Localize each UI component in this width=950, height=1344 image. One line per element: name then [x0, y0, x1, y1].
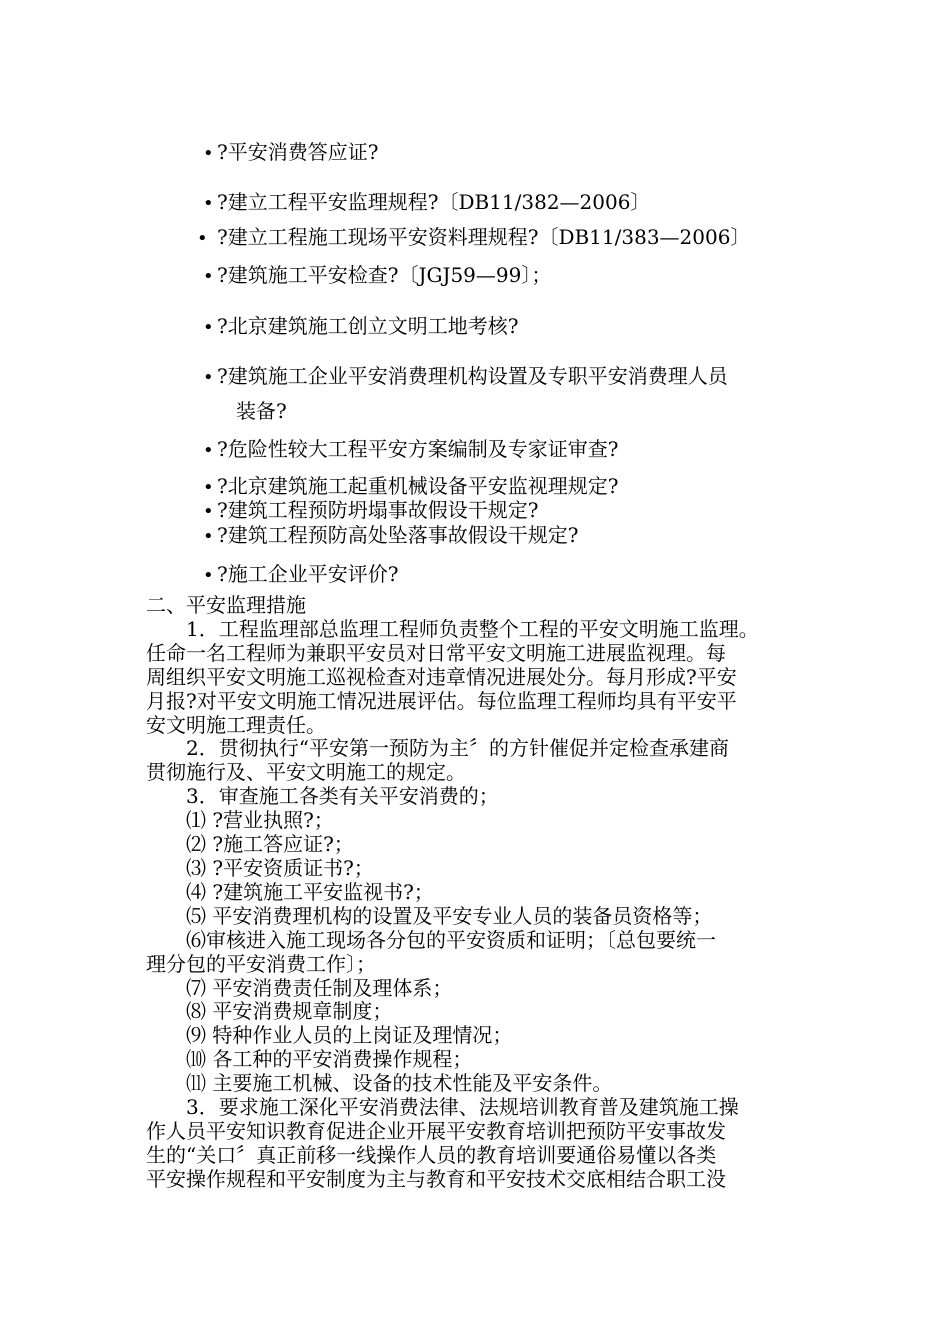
bullet-icon: • — [203, 440, 214, 461]
bullet-item — [203, 436, 618, 464]
bullet-icon: • — [203, 501, 214, 522]
bullet-item — [203, 313, 518, 341]
paragraph-line: 平安操作规程和平安制度为主与教育和平安技术交底相结合职工没 — [146, 1166, 726, 1191]
list-item: ⑺ 平安消费责任制及理体系； — [186, 975, 453, 1000]
list-item: ⑵ ?施工答应证?； — [186, 832, 354, 857]
bullet-item — [203, 363, 728, 391]
bullet-icon: • — [203, 266, 214, 287]
paragraph-line: 月报?对平安文明施工情况进展评估。每位监理工程师均具有平安平 — [146, 688, 737, 713]
paragraph-line: 周组织平安文明施工巡视检查对违章情况进展处分。每月形成?平安 — [146, 664, 737, 689]
list-item: ⑼ 特种作业人员的上岗证及理情况； — [186, 1023, 513, 1048]
paragraph-line: 3．审查施工各类有关平安消费的； — [186, 784, 499, 809]
paragraph-line: 贯彻施行及、平安文明施工的规定。 — [146, 760, 466, 785]
bullet-icon: • — [197, 228, 208, 249]
list-item: ⑻ 平安消费规章制度； — [186, 999, 393, 1024]
paragraph-line: 理分包的平安消费工作〕； — [146, 951, 376, 976]
body-text — [146, 594, 826, 1192]
paragraph-line: 生的“关口〞真正前移一线操作人员的教育培训要通俗易懂以各类 — [146, 1142, 717, 1167]
list-item: ⑷ ?建筑施工平安监视书?； — [186, 879, 434, 904]
list-item: ⑹审核进入施工现场各分包的平安资质和证明；〔总包要统一 — [186, 927, 716, 952]
bullet-text: ?建筑施工企业平安消费理机构设置及专职平安消费理人员 — [217, 364, 728, 388]
bullet-text: ?建筑施工平安检查?〔JGJ59—99〕； — [217, 263, 552, 287]
paragraph-line: 任命一名工程师为兼职平安员对日常平安文明施工进展监视理。每 — [146, 640, 726, 665]
list-item: ⑾ 主要施工机械、设备的技术性能及平安条件。 — [186, 1071, 613, 1096]
bullet-continuation: 装备? — [236, 399, 287, 423]
section-heading: 二、平安监理措施 — [146, 593, 306, 617]
bullet-item — [203, 139, 378, 167]
bullet-icon: • — [203, 143, 214, 164]
bullet-text: ?建立工程施工现场平安资料理规程?〔DB11/383—2006〕 — [217, 225, 751, 249]
bullet-icon: • — [203, 367, 214, 388]
bullet-item — [203, 522, 578, 550]
bullet-text: ?施工企业平安评价? — [217, 562, 399, 586]
bullet-text: ?北京建筑施工创立文明工地考核? — [217, 314, 519, 338]
paragraph-line: 2．贯彻执行“平安第一预防为主〞的方针催促并定检查承建商 — [186, 736, 729, 761]
paragraph-line: 安文明施工理责任。 — [146, 712, 326, 737]
bullet-item — [203, 262, 551, 290]
bullet-item — [203, 561, 398, 589]
bullet-icon: • — [203, 317, 214, 338]
bullet-icon: • — [203, 565, 214, 586]
bullet-item — [197, 224, 750, 252]
bullet-text: ?建立工程平安监理规程?〔DB11/382—2006〕 — [217, 190, 651, 214]
bullet-text: ?平安消费答应证? — [217, 140, 379, 164]
paragraph-line: 3．要求施工深化平安消费法律、法规培训教育普及建筑施工操 — [186, 1095, 739, 1120]
list-item: ⑽ 各工种的平安消费操作规程； — [186, 1047, 473, 1072]
bullet-item — [203, 189, 650, 217]
list-item: ⑸ 平安消费理机构的设置及平安专业人员的装备员资格等； — [186, 903, 713, 928]
list-item: ⑶ ?平安资质证书?； — [186, 855, 374, 880]
bullet-text: ?北京建筑施工起重机械设备平安监视理规定? — [217, 474, 619, 498]
bullet-text: ?建筑工程预防高处坠落事故假设干规定? — [217, 523, 579, 547]
bullet-item — [203, 497, 538, 525]
bullet-icon: • — [203, 193, 214, 214]
list-item: ⑴ ?营业执照?； — [186, 808, 334, 833]
bullet-icon: • — [203, 477, 214, 498]
paragraph-line: 1．工程监理部总监理工程师负责整个工程的平安文明施工监理。 — [186, 616, 759, 641]
bullet-text: ?危险性较大工程平安方案编制及专家证审查? — [217, 437, 619, 461]
bullet-text: ?建筑工程预防坍塌事故假设干规定? — [217, 498, 539, 522]
bullet-icon: • — [203, 526, 214, 547]
paragraph-line: 作人员平安知识教育促进企业开展平安教育培训把预防平安事故发 — [146, 1118, 726, 1143]
